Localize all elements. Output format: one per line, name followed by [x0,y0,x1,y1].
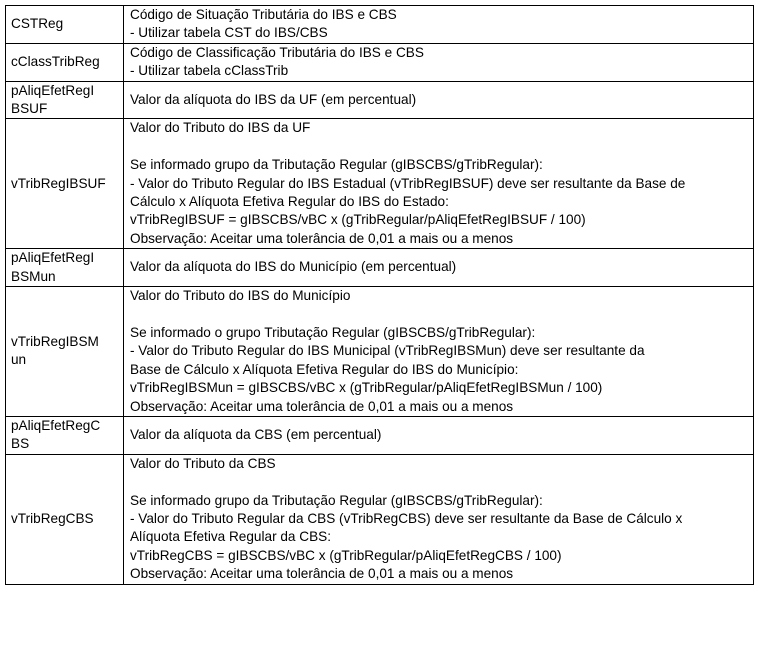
field-name: BSUF [11,101,48,117]
field-name-cell [6,454,124,584]
note-line: Observação: Aceitar uma tolerância de 0,01 a mais ou a menos [130,230,514,246]
description-line: Valor da alíquota da CBS (em percentual) [130,427,382,443]
field-description-cell [124,81,754,119]
field-name-cell [6,287,124,417]
formula-line: vTribRegIBSMun = gIBSCBS/vBC x (gTribRegular/pAliqEfetRegIBSMun / 100) [130,380,603,396]
description-line: Se informado grupo da Tributação Regular (gIBSCBS/gTribRegular): [130,492,543,508]
field-name-cell [6,119,124,249]
table-row [6,416,754,454]
description-line: Cálculo x Alíquota Efetiva Regular do IBS do Estado: [130,194,449,210]
field-name: CSTReg [11,16,64,32]
field-description-cell [124,287,754,417]
description-line: Se informado grupo da Tributação Regular (gIBSCBS/gTribRegular): [130,157,543,173]
field-name: un [11,352,27,368]
description-line: - Valor do Tributo Regular da CBS (vTribRegCBS) deve ser resultante da Base de Cálculo x [130,510,683,526]
description-line: - Valor do Tributo Regular do IBS Municipal (vTribRegIBSMun) deve ser resultante da [130,343,645,359]
field-name: BSMun [11,268,56,284]
field-description-cell [124,454,754,584]
field-name: pAliqEfetRegI [11,82,95,98]
field-name-cell [6,6,124,44]
description-line: Valor da alíquota do IBS do Município (em percentual) [130,259,457,275]
formula-line: vTribRegIBSUF = gIBSCBS/vBC x (gTribRegular/pAliqEfetRegIBSUF / 100) [130,212,586,228]
field-name: BS [11,436,30,452]
blank-line [130,305,749,323]
description-line: - Utilizar tabela CST do IBS/CBS [130,25,328,41]
description-line: Alíquota Efetiva Regular da CBS: [130,529,331,545]
description-line: - Valor do Tributo Regular do IBS Estadual (vTribRegIBSUF) deve ser resultante da Base de [130,175,686,191]
table-row [6,119,754,249]
table-row [6,249,754,287]
field-description-cell [124,119,754,249]
table-row [6,43,754,81]
description-line: - Utilizar tabela cClassTrib [130,63,289,79]
field-name-cell [6,249,124,287]
field-description-cell [124,6,754,44]
formula-line: vTribRegCBS = gIBSCBS/vBC x (gTribRegular/pAliqEfetRegCBS / 100) [130,547,562,563]
table-row [6,454,754,584]
field-name-cell [6,416,124,454]
blank-line [130,473,749,491]
field-description-cell [124,249,754,287]
description-line: Valor do Tributo do IBS do Município [130,288,351,304]
field-name-cell [6,43,124,81]
description-line: Se informado o grupo Tributação Regular (gIBSCBS/gTribRegular): [130,324,536,340]
description-line: Valor da alíquota do IBS da UF (em percentual) [130,91,417,107]
table-row [6,287,754,417]
field-name: pAliqEfetRegI [11,250,95,266]
field-spec-table [5,5,754,585]
field-name: cClassTribReg [11,54,100,70]
field-name: vTribRegCBS [11,510,94,526]
field-description-cell [124,416,754,454]
field-spec-body [6,6,754,585]
field-description-cell [124,43,754,81]
description-line: Código de Situação Tributária do IBS e CBS [130,7,397,22]
field-name-cell [6,81,124,119]
description-line: Código de Classificação Tributária do IBS e CBS [130,44,424,60]
note-line: Observação: Aceitar uma tolerância de 0,01 a mais ou a menos [130,566,514,582]
field-name: vTribRegIBSUF [11,175,106,191]
description-line: Valor do Tributo da CBS [130,455,276,471]
description-line: Valor do Tributo do IBS da UF [130,120,311,136]
table-row [6,6,754,44]
description-line: Base de Cálculo x Alíquota Efetiva Regular do IBS do Município: [130,361,519,377]
field-name: vTribRegIBSM [11,334,99,350]
note-line: Observação: Aceitar uma tolerância de 0,01 a mais ou a menos [130,398,514,414]
blank-line [130,138,749,156]
field-name: pAliqEfetRegC [11,417,101,433]
table-row [6,81,754,119]
